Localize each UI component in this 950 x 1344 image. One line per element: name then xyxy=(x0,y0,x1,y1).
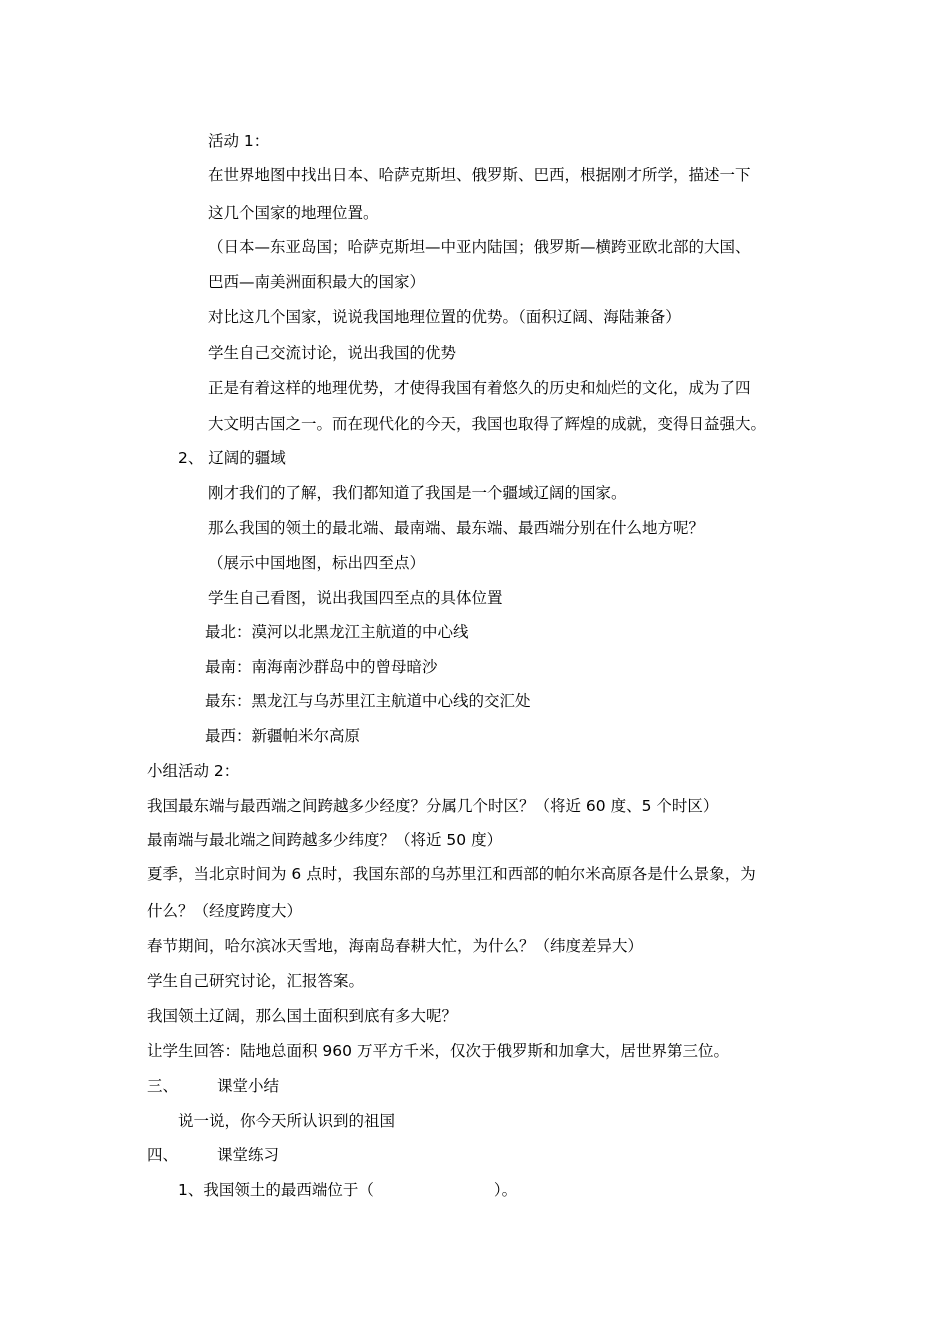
paragraph-line: 那么我国的领土的最北端、最南端、最东端、最西端分别在什么地方呢？ xyxy=(208,519,705,537)
extreme-point-north: 最北：漠河以北黑龙江主航道的中心线 xyxy=(205,623,469,641)
section-3-body: 说一说，你今天所认识到的祖国 xyxy=(178,1112,396,1130)
paragraph-line: 正是有着这样的地理优势，才使得我国有着悠久的历史和灿烂的文化，成为了四 xyxy=(208,379,751,397)
paragraph-line: 学生自己看图，说出我国四至点的具体位置 xyxy=(208,589,503,607)
section-3-heading xyxy=(147,1076,279,1096)
paragraph-line: 什么？（经度跨度大） xyxy=(147,902,303,920)
exercise-1-suffix: ）。 xyxy=(493,1181,518,1199)
group-activity-2-heading: 小组活动 2： xyxy=(147,762,240,780)
section-3-title: 课堂小结 xyxy=(217,1077,280,1095)
section-4-number: 四、 xyxy=(147,1146,179,1164)
exercise-1-prefix: 1、我国领土的最西端位于（ xyxy=(178,1181,374,1199)
paragraph-line: 学生自己研究讨论，汇报答案。 xyxy=(147,972,365,990)
paragraph-line: 我国领土辽阔，那么国土面积到底有多大呢？ xyxy=(147,1007,458,1025)
paragraph-line: （日本—东亚岛国；哈萨克斯坦—中亚内陆国；俄罗斯—横跨亚欧北部的大国、 xyxy=(208,238,751,256)
exercise-1 xyxy=(178,1180,517,1200)
extreme-point-south: 最南：南海南沙群岛中的曾母暗沙 xyxy=(205,658,438,676)
paragraph-line: 夏季，当北京时间为 6 点时，我国东部的乌苏里江和西部的帕尔米高原各是什么景象，为 xyxy=(147,865,756,883)
paragraph-line: 巴西—南美洲面积最大的国家） xyxy=(208,273,426,291)
paragraph-line: 我国最东端与最西端之间跨越多少经度？分属几个时区？（将近 60 度、5 个时区） xyxy=(147,797,719,815)
section-2-heading: 2、 辽阔的疆域 xyxy=(178,449,286,467)
section-4-title: 课堂练习 xyxy=(217,1146,280,1164)
paragraph-line: 对比这几个国家，说说我国地理位置的优势。（面积辽阔、海陆兼备） xyxy=(208,308,681,326)
paragraph-line: 学生自己交流讨论，说出我国的优势 xyxy=(208,344,457,362)
paragraph-line: 这几个国家的地理位置。 xyxy=(208,204,379,222)
extreme-point-east: 最东：黑龙江与乌苏里江主航道中心线的交汇处 xyxy=(205,692,531,710)
paragraph-line: 刚才我们的了解，我们都知道了我国是一个疆域辽阔的国家。 xyxy=(208,484,627,502)
paragraph-line: 最南端与最北端之间跨越多少纬度？（将近 50 度） xyxy=(147,831,503,849)
paragraph-line: （展示中国地图，标出四至点） xyxy=(208,554,426,572)
paragraph-line: 在世界地图中找出日本、哈萨克斯坦、俄罗斯、巴西，根据刚才所学，描述一下 xyxy=(208,166,751,184)
section-4-heading xyxy=(147,1145,279,1165)
activity-1-heading: 活动 1： xyxy=(208,132,270,150)
section-3-number: 三、 xyxy=(147,1077,179,1095)
paragraph-line: 春节期间，哈尔滨冰天雪地，海南岛春耕大忙，为什么？（纬度差异大） xyxy=(147,937,644,955)
paragraph-line: 让学生回答：陆地总面积 960 万平方千米，仅次于俄罗斯和加拿大，居世界第三位。 xyxy=(147,1042,729,1060)
paragraph-line: 大文明古国之一。而在现代化的今天，我国也取得了辉煌的成就，变得日益强大。 xyxy=(208,415,767,433)
extreme-point-west: 最西：新疆帕米尔高原 xyxy=(205,727,361,745)
